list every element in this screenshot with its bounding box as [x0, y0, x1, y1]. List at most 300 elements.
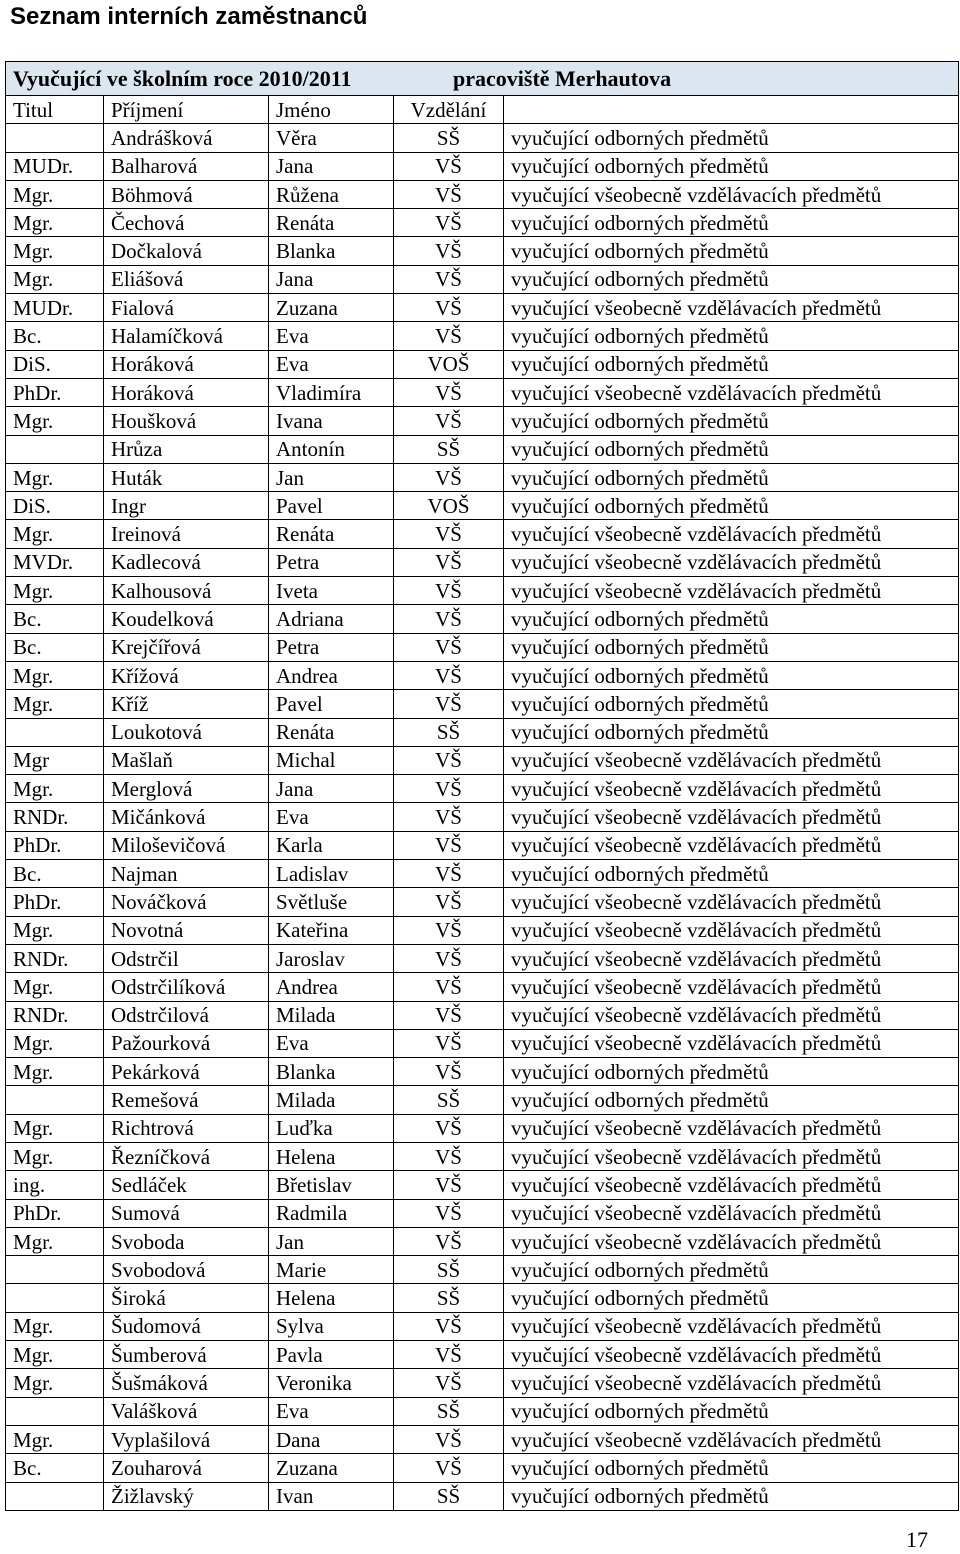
cell-surname: Kadlecová [104, 548, 269, 576]
table-row [6, 378, 959, 406]
cell-surname: Pekárková [104, 1058, 269, 1086]
cell-first-name: Zuzana [269, 1454, 394, 1482]
cell-surname: Huták [104, 463, 269, 491]
cell-first-name: Blanka [269, 1058, 394, 1086]
workplace-caption: pracoviště Merhautova [453, 65, 672, 91]
cell-title: PhDr. [6, 888, 104, 916]
cell-role: vyučující všeobecně vzdělávacích předmětů [504, 294, 959, 322]
cell-role: vyučující všeobecně vzdělávacích předmětů [504, 1425, 959, 1453]
cell-first-name: Eva [269, 322, 394, 350]
table-row [6, 973, 959, 1001]
cell-role: vyučující všeobecně vzdělávacích předmětů [504, 1029, 959, 1057]
cell-education: SŠ [394, 435, 504, 463]
cell-first-name: Růžena [269, 180, 394, 208]
table-row [6, 350, 959, 378]
cell-first-name: Renáta [269, 718, 394, 746]
cell-role: vyučující všeobecně vzdělávacích předmětů [504, 944, 959, 972]
cell-education: VOŠ [394, 350, 504, 378]
table-row [6, 237, 959, 265]
table-row [6, 577, 959, 605]
staff-table [5, 61, 959, 1511]
cell-education: VŠ [394, 548, 504, 576]
cell-surname: Horáková [104, 350, 269, 378]
cell-education: VŠ [394, 294, 504, 322]
cell-education: VŠ [394, 1227, 504, 1255]
cell-first-name: Vladimíra [269, 378, 394, 406]
cell-first-name: Pavel [269, 492, 394, 520]
table-row [6, 605, 959, 633]
cell-first-name: Michal [269, 746, 394, 774]
header-role [504, 96, 959, 124]
cell-education: VŠ [394, 1001, 504, 1029]
cell-title: Mgr. [6, 1227, 104, 1255]
cell-role: vyučující všeobecně vzdělávacích předmětů [504, 577, 959, 605]
cell-role: vyučující všeobecně vzdělávacích předmětů [504, 1199, 959, 1227]
cell-first-name: Adriana [269, 605, 394, 633]
cell-surname: Ingr [104, 492, 269, 520]
table-row [6, 1369, 959, 1397]
cell-first-name: Marie [269, 1256, 394, 1284]
cell-title: Mgr. [6, 1058, 104, 1086]
cell-surname: Zouharová [104, 1454, 269, 1482]
cell-first-name: Luďka [269, 1114, 394, 1142]
cell-title: Mgr. [6, 407, 104, 435]
table-row [6, 690, 959, 718]
table-row [6, 1482, 959, 1510]
cell-surname: Novotná [104, 916, 269, 944]
cell-first-name: Petra [269, 633, 394, 661]
table-row [6, 916, 959, 944]
table-row [6, 1454, 959, 1482]
cell-first-name: Andrea [269, 661, 394, 689]
cell-title: MUDr. [6, 294, 104, 322]
cell-title: Mgr. [6, 237, 104, 265]
cell-education: VŠ [394, 1058, 504, 1086]
header-title: Titul [6, 96, 104, 124]
header-first-name: Jméno [269, 96, 394, 124]
table-row [6, 944, 959, 972]
cell-first-name: Kateřina [269, 916, 394, 944]
table-row [6, 775, 959, 803]
cell-role: vyučující odborných předmětů [504, 633, 959, 661]
cell-title: Bc. [6, 1454, 104, 1482]
cell-first-name: Blanka [269, 237, 394, 265]
cell-first-name: Eva [269, 1029, 394, 1057]
cell-education: VŠ [394, 775, 504, 803]
cell-education: VŠ [394, 1142, 504, 1170]
table-row [6, 860, 959, 888]
cell-role: vyučující všeobecně vzdělávacích předmětů [504, 1369, 959, 1397]
header-surname: Příjmení [104, 96, 269, 124]
table-row [6, 888, 959, 916]
cell-first-name: Petra [269, 548, 394, 576]
cell-education: VŠ [394, 152, 504, 180]
cell-education: VŠ [394, 520, 504, 548]
cell-title: PhDr. [6, 1199, 104, 1227]
cell-surname: Balharová [104, 152, 269, 180]
cell-first-name: Pavel [269, 690, 394, 718]
cell-title: Mgr. [6, 209, 104, 237]
header-education: Vzdělání [394, 96, 504, 124]
cell-title: Bc. [6, 322, 104, 350]
cell-role: vyučující odborných předmětů [504, 690, 959, 718]
cell-surname: Vyplašilová [104, 1425, 269, 1453]
cell-surname: Mašlaň [104, 746, 269, 774]
cell-first-name: Veronika [269, 1369, 394, 1397]
cell-title: RNDr. [6, 1001, 104, 1029]
table-row [6, 1256, 959, 1284]
table-caption [6, 62, 959, 96]
cell-role: vyučující odborných předmětů [504, 718, 959, 746]
table-row [6, 180, 959, 208]
cell-first-name: Eva [269, 350, 394, 378]
cell-first-name: Jan [269, 1227, 394, 1255]
table-row [6, 520, 959, 548]
cell-education: VŠ [394, 378, 504, 406]
cell-education: VŠ [394, 180, 504, 208]
cell-surname: Eliášová [104, 265, 269, 293]
cell-first-name: Jana [269, 775, 394, 803]
cell-education: VŠ [394, 633, 504, 661]
cell-education: VŠ [394, 973, 504, 1001]
cell-surname: Šumberová [104, 1341, 269, 1369]
cell-surname: Žižlavský [104, 1482, 269, 1510]
table-row [6, 152, 959, 180]
cell-surname: Nováčková [104, 888, 269, 916]
cell-surname: Miloševičová [104, 831, 269, 859]
cell-first-name: Jana [269, 265, 394, 293]
cell-surname: Koudelková [104, 605, 269, 633]
cell-title: PhDr. [6, 378, 104, 406]
table-row [6, 633, 959, 661]
cell-title: Mgr. [6, 775, 104, 803]
cell-first-name: Ladislav [269, 860, 394, 888]
cell-surname: Richtrová [104, 1114, 269, 1142]
cell-education: VŠ [394, 690, 504, 718]
cell-title: Mgr. [6, 463, 104, 491]
cell-first-name: Dana [269, 1425, 394, 1453]
cell-role: vyučující odborných předmětů [504, 435, 959, 463]
cell-first-name: Milada [269, 1086, 394, 1114]
cell-title: MUDr. [6, 152, 104, 180]
cell-role: vyučující odborných předmětů [504, 1284, 959, 1312]
table-row [6, 1086, 959, 1114]
cell-first-name: Zuzana [269, 294, 394, 322]
cell-role: vyučující odborných předmětů [504, 237, 959, 265]
cell-surname: Odstrčil [104, 944, 269, 972]
cell-first-name: Světluše [269, 888, 394, 916]
cell-title [6, 1256, 104, 1284]
cell-role: vyučující odborných předmětů [504, 1454, 959, 1482]
cell-role: vyučující odborných předmětů [504, 1256, 959, 1284]
cell-education: VŠ [394, 577, 504, 605]
cell-title: Bc. [6, 633, 104, 661]
cell-title [6, 1397, 104, 1425]
cell-surname: Sumová [104, 1199, 269, 1227]
table-caption-row [6, 62, 959, 96]
cell-title: RNDr. [6, 944, 104, 972]
cell-first-name: Břetislav [269, 1171, 394, 1199]
cell-education: VŠ [394, 860, 504, 888]
cell-title [6, 1086, 104, 1114]
cell-surname: Ireinová [104, 520, 269, 548]
table-row [6, 1341, 959, 1369]
cell-surname: Mičánková [104, 803, 269, 831]
cell-first-name: Pavla [269, 1341, 394, 1369]
cell-education: VŠ [394, 1341, 504, 1369]
cell-title: Mgr. [6, 577, 104, 605]
cell-first-name: Renáta [269, 520, 394, 548]
cell-education: SŠ [394, 1256, 504, 1284]
cell-surname: Šudomová [104, 1312, 269, 1340]
cell-surname: Loukotová [104, 718, 269, 746]
cell-role: vyučující odborných předmětů [504, 463, 959, 491]
cell-role: vyučující odborných předmětů [504, 152, 959, 180]
cell-role: vyučující všeobecně vzdělávacích předmětů [504, 180, 959, 208]
cell-surname: Pažourková [104, 1029, 269, 1057]
cell-title: Mgr. [6, 520, 104, 548]
cell-title: DiS. [6, 492, 104, 520]
table-row [6, 1425, 959, 1453]
cell-first-name: Věra [269, 124, 394, 152]
table-row [6, 407, 959, 435]
cell-first-name: Radmila [269, 1199, 394, 1227]
cell-title: Mgr. [6, 1142, 104, 1170]
cell-role: vyučující odborných předmětů [504, 322, 959, 350]
page-number: 17 [906, 1527, 928, 1552]
cell-education: VŠ [394, 803, 504, 831]
cell-first-name: Iveta [269, 577, 394, 605]
cell-first-name: Jan [269, 463, 394, 491]
cell-role: vyučující všeobecně vzdělávacích předmětů [504, 775, 959, 803]
cell-role: vyučující odborných předmětů [504, 407, 959, 435]
cell-first-name: Renáta [269, 209, 394, 237]
table-row [6, 1114, 959, 1142]
cell-surname: Odstrčilíková [104, 973, 269, 1001]
cell-title: Mgr. [6, 1341, 104, 1369]
cell-title: Mgr. [6, 1029, 104, 1057]
cell-title: Mgr. [6, 1425, 104, 1453]
cell-role: vyučující odborných předmětů [504, 350, 959, 378]
cell-surname: Fialová [104, 294, 269, 322]
cell-education: VŠ [394, 322, 504, 350]
table-row [6, 1397, 959, 1425]
cell-education: SŠ [394, 124, 504, 152]
cell-education: VŠ [394, 1425, 504, 1453]
cell-first-name: Helena [269, 1284, 394, 1312]
cell-role: vyučující všeobecně vzdělávacích předmětů [504, 1341, 959, 1369]
table-row [6, 1001, 959, 1029]
cell-role: vyučující všeobecně vzdělávacích předmětů [504, 1227, 959, 1255]
cell-role: vyučující všeobecně vzdělávacích předmětů [504, 520, 959, 548]
cell-title: Mgr. [6, 973, 104, 1001]
cell-education: VŠ [394, 1171, 504, 1199]
cell-surname: Andrášková [104, 124, 269, 152]
cell-education: VŠ [394, 237, 504, 265]
cell-role: vyučující odborných předmětů [504, 209, 959, 237]
cell-education: VŠ [394, 916, 504, 944]
cell-education: VŠ [394, 831, 504, 859]
table-row [6, 492, 959, 520]
cell-surname: Kalhousová [104, 577, 269, 605]
cell-title [6, 124, 104, 152]
cell-role: vyučující odborných předmětů [504, 492, 959, 520]
table-row [6, 1227, 959, 1255]
cell-title: DiS. [6, 350, 104, 378]
cell-role: vyučující odborných předmětů [504, 860, 959, 888]
page-title: Seznam interních zaměstnanců [10, 3, 368, 30]
cell-surname: Široká [104, 1284, 269, 1312]
cell-first-name: Eva [269, 803, 394, 831]
cell-title: RNDr. [6, 803, 104, 831]
cell-first-name: Jana [269, 152, 394, 180]
cell-role: vyučující odborných předmětů [504, 605, 959, 633]
cell-role: vyučující všeobecně vzdělávacích předmětů [504, 1171, 959, 1199]
cell-title: MVDr. [6, 548, 104, 576]
cell-surname: Halamíčková [104, 322, 269, 350]
table-row [6, 661, 959, 689]
cell-education: SŠ [394, 1086, 504, 1114]
cell-surname: Řezníčková [104, 1142, 269, 1170]
cell-role: vyučující odborných předmětů [504, 1058, 959, 1086]
cell-surname: Svoboda [104, 1227, 269, 1255]
cell-role: vyučující všeobecně vzdělávacích předmětů [504, 548, 959, 576]
cell-role: vyučující odborných předmětů [504, 1482, 959, 1510]
cell-education: VŠ [394, 1454, 504, 1482]
cell-title [6, 718, 104, 746]
cell-surname: Valášková [104, 1397, 269, 1425]
cell-role: vyučující odborných předmětů [504, 1086, 959, 1114]
table-row [6, 209, 959, 237]
cell-surname: Odstrčilová [104, 1001, 269, 1029]
table-row [6, 1312, 959, 1340]
cell-role: vyučující všeobecně vzdělávacích předmětů [504, 1312, 959, 1340]
table-row [6, 1142, 959, 1170]
cell-role: vyučující odborných předmětů [504, 124, 959, 152]
cell-role: vyučující všeobecně vzdělávacích předmětů [504, 1001, 959, 1029]
cell-first-name: Jaroslav [269, 944, 394, 972]
table-row [6, 1171, 959, 1199]
cell-title: Mgr. [6, 265, 104, 293]
cell-education: VŠ [394, 1312, 504, 1340]
cell-first-name: Karla [269, 831, 394, 859]
cell-surname: Kříž [104, 690, 269, 718]
cell-surname: Dočkalová [104, 237, 269, 265]
table-row [6, 1199, 959, 1227]
cell-role: vyučující všeobecně vzdělávacích předmětů [504, 916, 959, 944]
table-row [6, 435, 959, 463]
header-row [6, 96, 959, 124]
cell-surname: Čechová [104, 209, 269, 237]
cell-surname: Horáková [104, 378, 269, 406]
cell-education: VOŠ [394, 492, 504, 520]
cell-first-name: Milada [269, 1001, 394, 1029]
cell-title: Bc. [6, 860, 104, 888]
cell-education: VŠ [394, 265, 504, 293]
table-row [6, 548, 959, 576]
cell-role: vyučující všeobecně vzdělávacích předmětů [504, 973, 959, 1001]
cell-role: vyučující odborných předmětů [504, 265, 959, 293]
school-year-caption: Vyučující ve školním roce 2010/2011 [13, 65, 352, 91]
cell-surname: Svobodová [104, 1256, 269, 1284]
cell-title: ing. [6, 1171, 104, 1199]
cell-title: Mgr. [6, 916, 104, 944]
cell-education: VŠ [394, 1029, 504, 1057]
table-row [6, 463, 959, 491]
table-row [6, 803, 959, 831]
table-row [6, 322, 959, 350]
cell-first-name: Ivana [269, 407, 394, 435]
cell-surname: Remešová [104, 1086, 269, 1114]
cell-surname: Houšková [104, 407, 269, 435]
cell-title: Mgr. [6, 661, 104, 689]
cell-first-name: Ivan [269, 1482, 394, 1510]
cell-surname: Sedláček [104, 1171, 269, 1199]
cell-role: vyučující všeobecně vzdělávacích předmětů [504, 746, 959, 774]
cell-education: VŠ [394, 463, 504, 491]
cell-first-name: Eva [269, 1397, 394, 1425]
cell-title: Mgr. [6, 690, 104, 718]
table-row [6, 746, 959, 774]
cell-education: VŠ [394, 1114, 504, 1142]
cell-education: VŠ [394, 661, 504, 689]
cell-title: PhDr. [6, 831, 104, 859]
cell-title: Mgr. [6, 1114, 104, 1142]
table-row [6, 1284, 959, 1312]
cell-surname: Hrůza [104, 435, 269, 463]
cell-education: SŠ [394, 1284, 504, 1312]
cell-role: vyučující všeobecně vzdělávacích předmětů [504, 1114, 959, 1142]
cell-role: vyučující všeobecně vzdělávacích předmětů [504, 888, 959, 916]
cell-title: Bc. [6, 605, 104, 633]
table-row [6, 718, 959, 746]
cell-surname: Krejčířová [104, 633, 269, 661]
cell-role: vyučující všeobecně vzdělávacích předmětů [504, 1142, 959, 1170]
table-row [6, 124, 959, 152]
cell-education: VŠ [394, 888, 504, 916]
cell-education: VŠ [394, 944, 504, 972]
cell-surname: Najman [104, 860, 269, 888]
cell-education: VŠ [394, 407, 504, 435]
cell-education: SŠ [394, 1397, 504, 1425]
cell-surname: Merglová [104, 775, 269, 803]
cell-title [6, 435, 104, 463]
cell-surname: Böhmová [104, 180, 269, 208]
cell-role: vyučující odborných předmětů [504, 661, 959, 689]
cell-role: vyučující všeobecně vzdělávacích předmětů [504, 831, 959, 859]
cell-title: Mgr. [6, 180, 104, 208]
cell-first-name: Antonín [269, 435, 394, 463]
cell-title: Mgr. [6, 1369, 104, 1397]
cell-education: SŠ [394, 718, 504, 746]
table-row [6, 1058, 959, 1086]
cell-education: VŠ [394, 605, 504, 633]
cell-title [6, 1482, 104, 1510]
cell-education: VŠ [394, 1369, 504, 1397]
table-row [6, 831, 959, 859]
cell-education: SŠ [394, 1482, 504, 1510]
cell-role: vyučující odborných předmětů [504, 1397, 959, 1425]
cell-title: Mgr. [6, 1312, 104, 1340]
cell-title: Mgr [6, 746, 104, 774]
cell-role: vyučující všeobecně vzdělávacích předmětů [504, 378, 959, 406]
cell-education: VŠ [394, 746, 504, 774]
cell-first-name: Sylva [269, 1312, 394, 1340]
cell-surname: Šušmáková [104, 1369, 269, 1397]
cell-surname: Křížová [104, 661, 269, 689]
cell-first-name: Andrea [269, 973, 394, 1001]
cell-first-name: Helena [269, 1142, 394, 1170]
